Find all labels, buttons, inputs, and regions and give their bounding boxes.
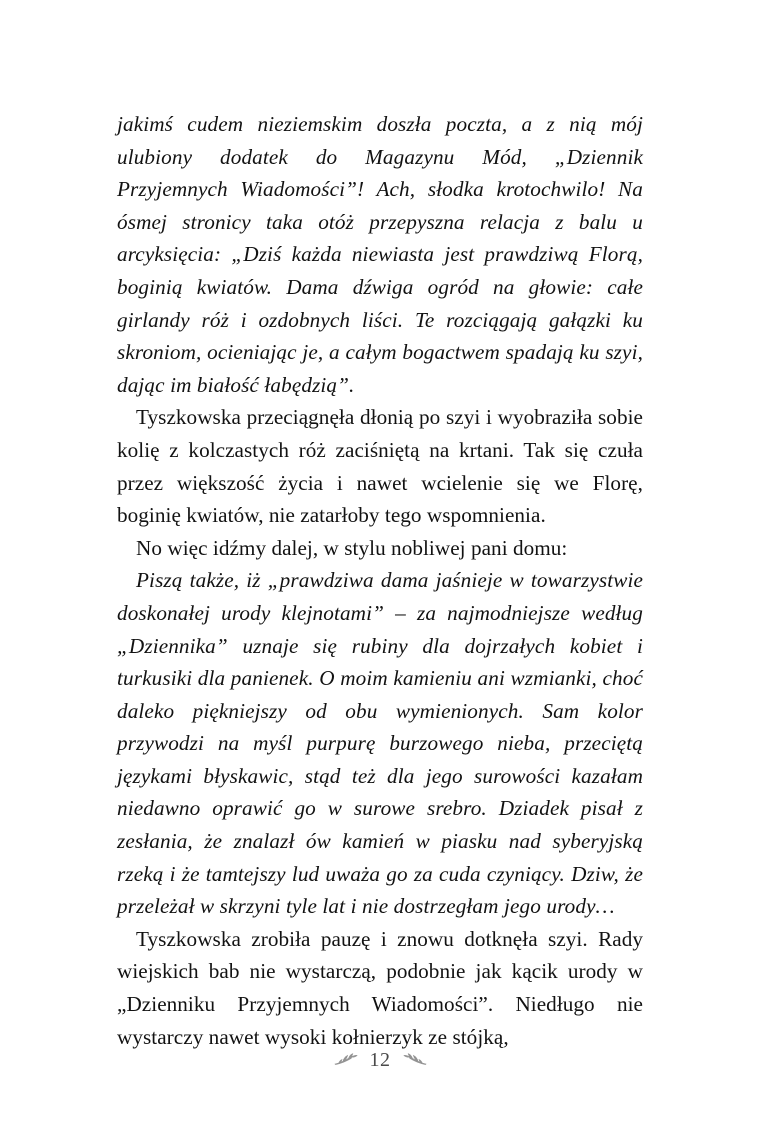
leaf-sprig-left-icon <box>334 1052 360 1068</box>
body-text-block <box>117 108 643 1053</box>
leaf-sprig-right-icon <box>401 1052 427 1068</box>
paragraph-quoted-letter-part-two: Piszą także, iż „prawdziwa dama jaśnieje w towarzystwie doskonałej urody klejnotami” – za najmodniejsze według „Dziennika” uznaje się rubiny dla dojrzałych kobiet i turkusiki dla panienek. O moim kamieniu ani wzmianki, choć daleko piękniejszy od obu wymienionych. Sam kolor przywodzi na myśl purpurę burzowego nieba, przeciętą językami błyskawic, stąd też dla jego surowości kazałam niedawno oprawić go w surowe srebro. Dziadek pisał z zesłania, że znalazł ów kamień w piasku nad syberyjską rzeką i że tamtejszy lud uważa go za cuda czyniący. Dziw, że przeleżał w skrzyni tyle lat i nie dostrzegłam jego urody… <box>117 568 643 919</box>
page-footer <box>0 1050 760 1070</box>
paragraph-narration-tyszkowska-neck: Tyszkowska przeciągnęła dłonią po szyi i wyobraziła sobie kolię z kolczastych róż zaciśniętą na krtani. Tak się czuła przez większość życia i nawet wcielenie się we Florę, boginię kwiatów, nie zatarłoby tego wspomnienia. <box>117 405 643 528</box>
paragraph-narration-no-wiec-idzmy-dalej: No więc idźmy dalej, w stylu nobliwej pani domu: <box>136 535 568 560</box>
paragraph-narration-tyszkowska-pause: Tyszkowska zrobiła pauzę i znowu dotknęła szyi. Rady wiejskich bab nie wystarczą, podobnie jak kącik urody w „Dzienniku Przyjemnych Wiadomości”. Niedługo nie wystarczy nawet wysoki kołnierzyk ze stójką, <box>117 926 643 1049</box>
page-number: 12 <box>369 1049 391 1071</box>
paragraph-quoted-letter-part-one: jakimś cudem nieziemskim doszła poczta, a z nią mój ulubiony dodatek do Magazynu Mód, „Dziennik Przyjemnych Wiadomości”! Ach, słodka krotochwilo! Na ósmej stronicy taka otóż przepyszna relacja z balu u arcyksięcia: „Dziś każda niewiasta jest prawdziwą Florą, boginią kwiatów. Dama dźwiga ogród na głowie: całe girlandy róż i ozdobnych liści. Te rozciągają gałązki ku skroniom, ocieniając je, a całym bogactwem spadają ku szyi, dając im białość łabędzią”. <box>117 112 643 397</box>
